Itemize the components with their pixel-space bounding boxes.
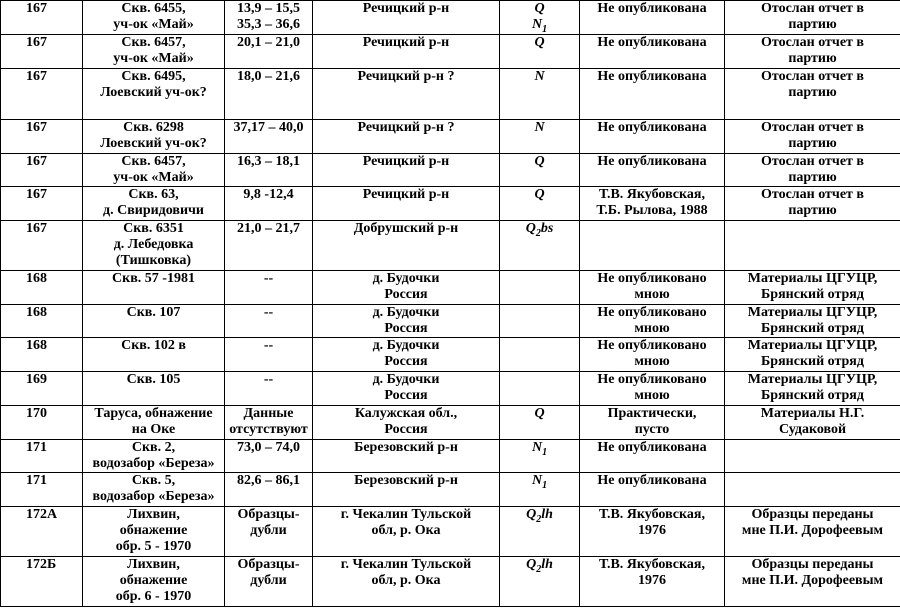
location-line: г. Чекалин Тульской (340, 507, 472, 522)
age-code (504, 221, 575, 237)
note-line: партию (788, 85, 837, 100)
age-symbol: lh (541, 557, 553, 572)
index-cell: 167 (1, 120, 83, 154)
location-cell (313, 473, 500, 507)
location-line: Россия (384, 321, 428, 336)
location-cell (313, 440, 500, 473)
site-line: Скв. 102 в (121, 338, 186, 353)
publication-cell (580, 120, 725, 154)
note-cell (725, 557, 900, 607)
age-code (504, 120, 575, 136)
depth-cell (225, 35, 313, 69)
index-cell: 167 (1, 1, 83, 35)
site-line: Лихвин, (127, 557, 180, 572)
location-line: Калужская обл., (354, 406, 458, 421)
note-cell (725, 406, 900, 440)
publication-cell (580, 305, 725, 338)
note-line: Образцы переданы (751, 507, 874, 522)
site-cell (83, 154, 225, 187)
age-subscript: 1 (542, 446, 548, 458)
location-line: Речицкий р-н (362, 35, 450, 50)
publication-line: Т.В. Якубовская, (599, 507, 705, 522)
age-cell (500, 338, 580, 372)
note-cell (725, 154, 900, 187)
publication-line: Не опубликована (597, 69, 707, 84)
age-cell (500, 507, 580, 557)
depth-cell (225, 557, 313, 607)
publication-cell (580, 187, 725, 221)
index-cell: 168 (1, 338, 83, 372)
depth-line: отсутствуют (229, 422, 308, 437)
publication-line: Не опубликована (597, 473, 707, 488)
note-line: Судаковой (778, 422, 847, 437)
depth-line: 82,6 – 86,1 (237, 473, 300, 488)
site-cell (83, 305, 225, 338)
site-line: (Тишковка) (115, 253, 192, 268)
note-line: Брянский отряд (761, 388, 864, 403)
publication-cell (580, 1, 725, 35)
age-symbol: lh (541, 507, 553, 522)
site-cell (83, 473, 225, 507)
note-cell (725, 120, 900, 154)
age-code (504, 69, 575, 85)
location-line: д. Будочки (372, 305, 440, 320)
location-line: Россия (384, 422, 428, 437)
location-cell (313, 271, 500, 305)
location-line: Речицкий р-н ? (357, 120, 455, 135)
location-line: обл, р. Ока (371, 573, 441, 588)
table-row (1, 221, 900, 271)
publication-cell (580, 69, 725, 120)
site-line: Скв. 2, (131, 440, 176, 455)
depth-cell (225, 473, 313, 507)
note-line: Отослан отчет в (761, 154, 864, 169)
table-row (1, 557, 900, 607)
note-line: партию (788, 170, 837, 185)
site-line: обр. 5 - 1970 (115, 539, 192, 554)
depth-line: Данные (243, 406, 294, 421)
note-cell (725, 69, 900, 120)
note-line: партию (788, 51, 837, 66)
age-code (504, 17, 575, 33)
location-cell (313, 187, 500, 221)
publication-line: Т.В. Якубовская, (599, 557, 705, 572)
note-line: Отослан отчет в (761, 1, 864, 16)
site-cell (83, 120, 225, 154)
index-cell: 172А (1, 507, 83, 557)
age-cell (500, 69, 580, 120)
depth-cell (225, 120, 313, 154)
index-cell: 167 (1, 69, 83, 120)
publication-cell (580, 338, 725, 372)
age-symbol: Q (526, 507, 537, 522)
index-cell: 168 (1, 271, 83, 305)
location-cell (313, 120, 500, 154)
depth-line: Образцы- (237, 507, 300, 522)
index-cell: 167 (1, 154, 83, 187)
publication-line: Не опубликовано (597, 338, 707, 353)
index-cell: 168 (1, 305, 83, 338)
note-line: Отослан отчет в (761, 35, 864, 50)
site-cell (83, 271, 225, 305)
site-cell (83, 187, 225, 221)
location-cell (313, 507, 500, 557)
age-symbol: N (534, 69, 545, 84)
index-cell: 169 (1, 372, 83, 406)
note-line: Материалы Н.Г. (760, 406, 865, 421)
note-cell (725, 440, 900, 473)
publication-line: 1976 (638, 523, 666, 538)
location-cell (313, 221, 500, 271)
age-cell (500, 187, 580, 221)
site-line: обр. 6 - 1970 (115, 589, 192, 604)
age-cell (500, 305, 580, 338)
location-line: Россия (384, 287, 428, 302)
note-cell (725, 507, 900, 557)
depth-cell (225, 69, 313, 120)
location-cell (313, 557, 500, 607)
site-line: Лоевский уч-ок? (100, 136, 207, 151)
depth-line: 21,0 – 21,7 (237, 221, 300, 236)
depth-line: 9,8 -12,4 (243, 187, 294, 202)
depth-cell (225, 338, 313, 372)
publication-cell (580, 557, 725, 607)
site-line: Скв. 6457, (121, 35, 186, 50)
age-symbol: N (531, 473, 543, 488)
location-cell (313, 305, 500, 338)
note-line: Материалы ЦГУЦР, (747, 372, 878, 387)
depth-line: 20,1 – 21,0 (237, 35, 300, 50)
depth-cell (225, 440, 313, 473)
age-symbol: Q (534, 406, 545, 421)
age-subscript: 1 (542, 479, 548, 491)
location-line: Речицкий р-н (362, 187, 450, 202)
publication-line: Практически, (607, 406, 697, 421)
note-cell (725, 221, 900, 271)
publication-line: Т.В. Якубовская, (599, 187, 705, 202)
depth-line: -- (263, 338, 274, 353)
publication-line: Не опубликована (597, 120, 707, 135)
age-cell (500, 1, 580, 35)
location-line: д. Будочки (372, 372, 440, 387)
age-code (504, 154, 575, 170)
age-subscript: 1 (542, 23, 548, 35)
publication-cell (580, 372, 725, 406)
site-cell (83, 507, 225, 557)
note-cell (725, 271, 900, 305)
site-line: Лихвин, (127, 507, 180, 522)
depth-cell (225, 221, 313, 271)
age-code (504, 187, 575, 203)
publication-cell (580, 406, 725, 440)
site-line: Скв. 6351 (123, 221, 184, 236)
table-row (1, 187, 900, 221)
depth-cell (225, 271, 313, 305)
age-symbol: Q (534, 1, 545, 16)
depth-line: 13,9 – 15,5 (237, 1, 300, 16)
age-subscript: 2 (536, 513, 542, 525)
site-cell (83, 221, 225, 271)
age-subscript: 2 (536, 563, 542, 575)
location-cell (313, 372, 500, 406)
location-line: д. Будочки (372, 338, 440, 353)
publication-line: мною (634, 321, 670, 336)
age-code (504, 1, 575, 17)
index-cell: 167 (1, 221, 83, 271)
location-cell (313, 1, 500, 35)
note-cell (725, 372, 900, 406)
site-line: на Оке (131, 422, 176, 437)
location-line: Речицкий р-н (362, 154, 450, 169)
publication-line: Т.Б. Рылова, 1988 (596, 203, 708, 218)
age-cell (500, 557, 580, 607)
site-cell (83, 69, 225, 120)
age-cell (500, 221, 580, 271)
location-cell (313, 69, 500, 120)
table-row (1, 154, 900, 187)
site-line: Скв. 5, (131, 473, 176, 488)
age-code (504, 557, 575, 573)
site-line: Скв. 107 (126, 305, 181, 320)
table-row (1, 473, 900, 507)
age-cell (500, 406, 580, 440)
age-symbol: Q (525, 221, 536, 236)
depth-cell (225, 305, 313, 338)
depth-cell (225, 372, 313, 406)
location-line: Россия (384, 354, 428, 369)
table-row (1, 507, 900, 557)
publication-cell (580, 221, 725, 271)
age-code (504, 406, 575, 422)
site-cell (83, 557, 225, 607)
publication-cell (580, 154, 725, 187)
location-line: Речицкий р-н (362, 1, 450, 16)
site-line: обнажение (119, 523, 188, 538)
age-cell (500, 35, 580, 69)
publication-cell (580, 440, 725, 473)
depth-line: Образцы- (237, 557, 300, 572)
depth-line: 35,3 – 36,6 (237, 17, 300, 32)
depth-cell (225, 507, 313, 557)
age-symbol: Q (534, 35, 545, 50)
publication-line: Не опубликовано (597, 305, 707, 320)
note-line: Брянский отряд (761, 321, 864, 336)
location-line: Добрушский р-н (353, 221, 459, 236)
site-cell (83, 406, 225, 440)
age-subscript: 2 (535, 227, 541, 239)
site-line: Скв. 105 (126, 372, 181, 387)
note-line: Брянский отряд (761, 354, 864, 369)
note-cell (725, 338, 900, 372)
note-line: партию (788, 203, 837, 218)
site-line: д. Лебедовка (113, 237, 194, 252)
site-line: Таруса, обнажение (94, 406, 213, 421)
location-cell (313, 406, 500, 440)
age-cell (500, 473, 580, 507)
note-line: Отослан отчет в (761, 69, 864, 84)
publication-line: Не опубликована (597, 440, 707, 455)
publication-cell (580, 35, 725, 69)
location-line: д. Будочки (372, 271, 440, 286)
note-line: партию (788, 17, 837, 32)
depth-line: -- (263, 271, 274, 286)
publication-line: Не опубликована (597, 35, 707, 50)
site-cell (83, 35, 225, 69)
location-cell (313, 338, 500, 372)
publication-line: пусто (634, 422, 670, 437)
age-code (504, 473, 575, 489)
note-cell (725, 473, 900, 507)
depth-cell (225, 187, 313, 221)
note-line: Материалы ЦГУЦР, (747, 338, 878, 353)
index-cell: 167 (1, 187, 83, 221)
publication-line: мною (634, 287, 670, 302)
publication-line: мною (634, 354, 670, 369)
site-line: Скв. 6298 (123, 120, 184, 135)
location-line: Россия (384, 388, 428, 403)
depth-line: 37,17 – 40,0 (233, 120, 304, 135)
table-row (1, 69, 900, 120)
site-line: водозабор «Береза» (92, 489, 215, 504)
age-symbol: N (531, 17, 543, 32)
publication-line: Не опубликовано (597, 372, 707, 387)
depth-line: 18,0 – 21,6 (237, 69, 300, 84)
note-cell (725, 1, 900, 35)
note-line: мне П.И. Дорофеевым (741, 523, 884, 538)
location-line: Березовский р-н (354, 440, 458, 455)
publication-cell (580, 271, 725, 305)
location-cell (313, 35, 500, 69)
depth-line: 73,0 – 74,0 (237, 440, 300, 455)
site-line: уч-ок «Май» (113, 170, 194, 185)
table-row (1, 305, 900, 338)
age-code (504, 507, 575, 523)
age-symbol: N (534, 120, 545, 135)
table-row (1, 440, 900, 473)
site-cell (83, 372, 225, 406)
table-row (1, 271, 900, 305)
note-line: партию (788, 136, 837, 151)
age-symbol: Q (534, 187, 545, 202)
site-line: Скв. 57 -1981 (112, 271, 195, 286)
index-cell: 167 (1, 35, 83, 69)
age-symbol: N (531, 440, 543, 455)
table-row (1, 338, 900, 372)
publication-line: мною (634, 388, 670, 403)
age-cell (500, 271, 580, 305)
age-cell (500, 440, 580, 473)
age-code (504, 35, 575, 51)
site-line: Скв. 6495, (121, 69, 186, 84)
age-symbol: Q (526, 557, 537, 572)
age-cell (500, 154, 580, 187)
location-cell (313, 154, 500, 187)
location-line: обл, р. Ока (371, 523, 441, 538)
note-line: Брянский отряд (761, 287, 864, 302)
publication-line: 1976 (638, 573, 666, 588)
index-cell: 172Б (1, 557, 83, 607)
note-line: Отослан отчет в (761, 187, 864, 202)
age-code (504, 440, 575, 456)
site-line: водозабор «Береза» (92, 456, 215, 471)
index-cell: 170 (1, 406, 83, 440)
depth-line: -- (263, 305, 274, 320)
table-row (1, 120, 900, 154)
site-line: уч-ок «Май» (113, 17, 194, 32)
note-line: Материалы ЦГУЦР, (747, 305, 878, 320)
note-line: Образцы переданы (751, 557, 874, 572)
site-line: Скв. 63, (128, 187, 179, 202)
note-cell (725, 35, 900, 69)
table-row (1, 372, 900, 406)
site-line: уч-ок «Май» (113, 51, 194, 66)
age-symbol: Q (534, 154, 545, 169)
depth-line: дубли (250, 573, 287, 588)
depth-line: дубли (250, 523, 287, 538)
depth-line: 16,3 – 18,1 (237, 154, 300, 169)
note-line: мне П.И. Дорофеевым (741, 573, 884, 588)
depth-cell (225, 154, 313, 187)
depth-cell (225, 1, 313, 35)
table-row (1, 1, 900, 35)
age-cell (500, 120, 580, 154)
table-row (1, 35, 900, 69)
note-cell (725, 305, 900, 338)
table-row (1, 406, 900, 440)
site-cell (83, 338, 225, 372)
publication-cell (580, 507, 725, 557)
site-line: Лоевский уч-ок? (100, 85, 207, 100)
note-line: Материалы ЦГУЦР, (747, 271, 878, 286)
site-cell (83, 440, 225, 473)
location-line: г. Чекалин Тульской (340, 557, 472, 572)
age-cell (500, 372, 580, 406)
site-line: обнажение (119, 573, 188, 588)
location-line: Речицкий р-н ? (357, 69, 455, 84)
publication-line: Не опубликована (597, 154, 707, 169)
publication-line: Не опубликована (597, 1, 707, 16)
site-line: Скв. 6455, (121, 1, 186, 16)
publication-line: Не опубликовано (597, 271, 707, 286)
site-cell (83, 1, 225, 35)
age-symbol: bs (540, 221, 554, 236)
site-line: Скв. 6457, (121, 154, 186, 169)
depth-cell (225, 406, 313, 440)
site-line: д. Свиридовичи (103, 203, 204, 218)
note-cell (725, 187, 900, 221)
location-line: Березовский р-н (354, 473, 458, 488)
publication-cell (580, 473, 725, 507)
depth-line: -- (263, 372, 274, 387)
index-cell: 171 (1, 473, 83, 507)
table-body (1, 1, 900, 607)
note-line: Отослан отчет в (761, 120, 864, 135)
index-cell: 171 (1, 440, 83, 473)
